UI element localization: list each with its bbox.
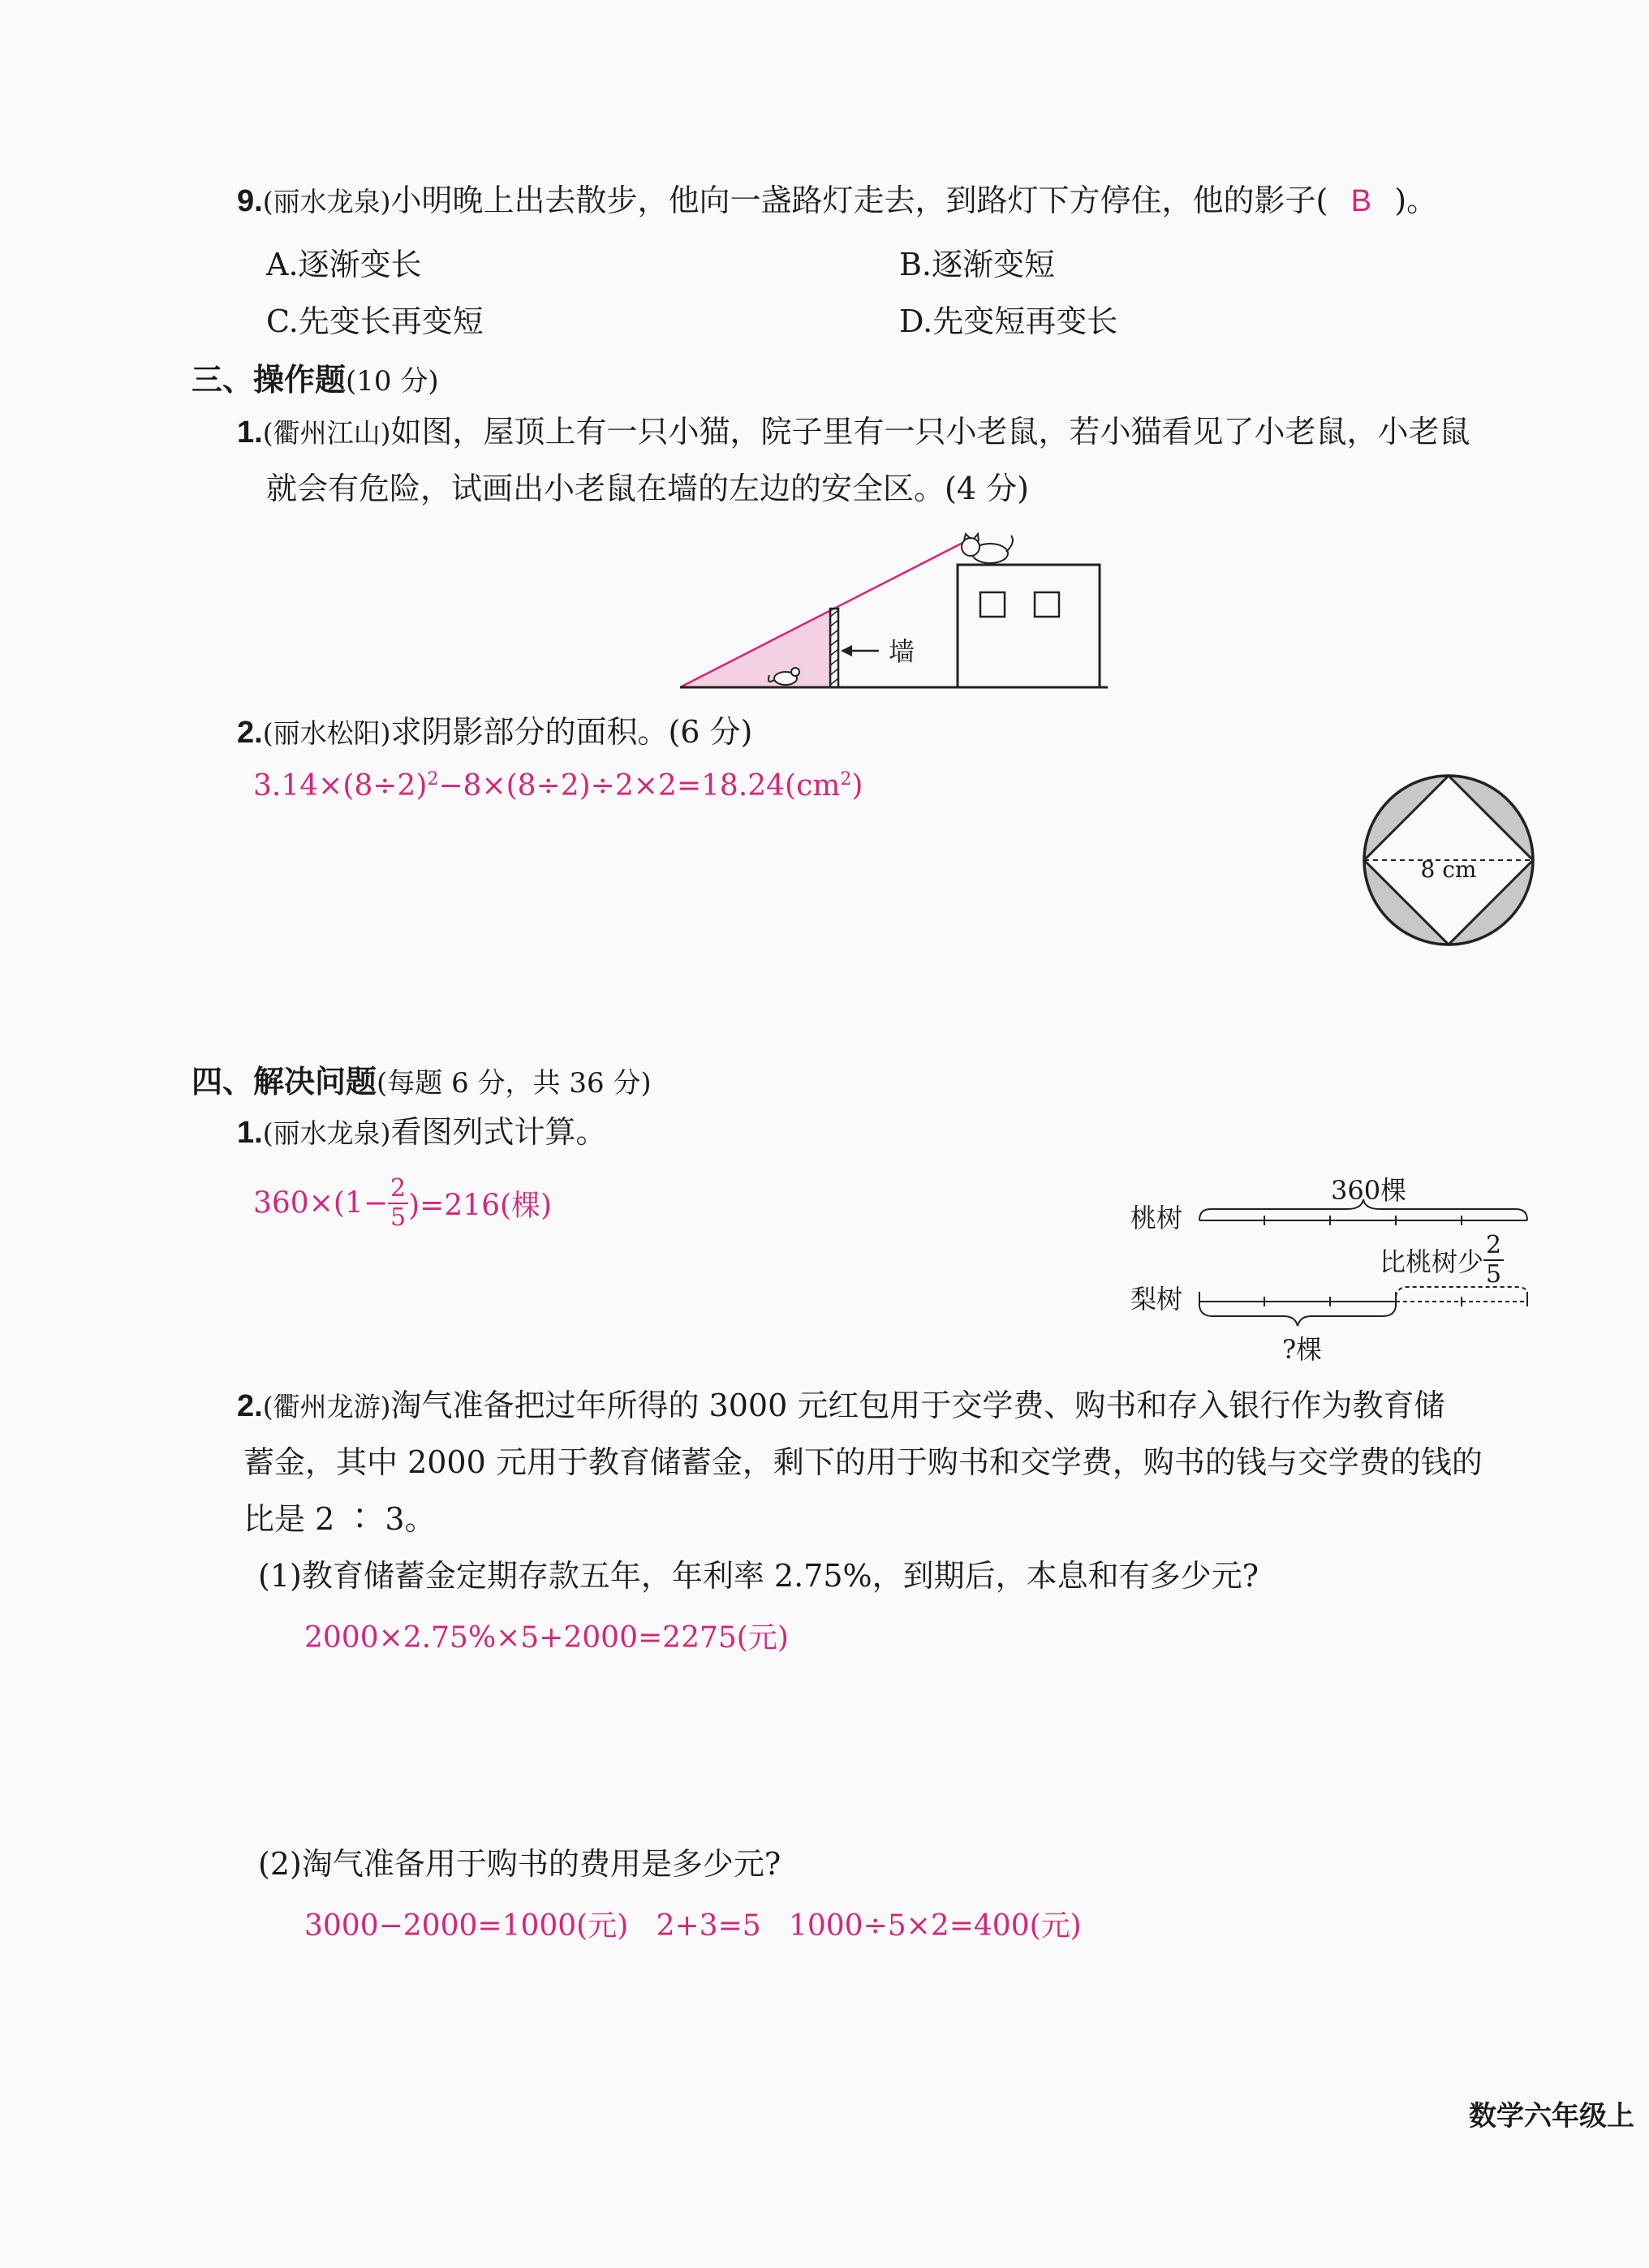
- section-note: (10 分): [346, 365, 439, 398]
- unknown-label: ?棵: [1282, 1334, 1323, 1365]
- question-number: 2.: [237, 1389, 263, 1423]
- s4-q2-sub2-answer: 3000−2000=1000(元) 2+3=5 1000÷5×2=400(元): [304, 1909, 1082, 1943]
- cat-wall-diagram: [665, 519, 1120, 698]
- house-window-right: [1035, 592, 1059, 617]
- answer-sup: 2: [840, 769, 852, 790]
- option-a: A.逐渐变长: [266, 247, 422, 282]
- answer-part: )=216(棵): [408, 1189, 553, 1223]
- fraction-denominator: 5: [1486, 1260, 1502, 1289]
- answer-fraction: [388, 1174, 408, 1232]
- section-title: 四、解决问题: [192, 1064, 377, 1100]
- s4-q2-sub1: (1)教育储蓄金定期存款五年，年利率 2.75%，到期后，本息和有多少元?: [258, 1558, 1259, 1594]
- s4-q2-sub2: (2)淘气准备用于购书的费用是多少元?: [258, 1846, 781, 1882]
- question-number: 1.: [237, 1116, 263, 1150]
- s4-q1-answer: [253, 1174, 553, 1232]
- s4-q1-line: [237, 1114, 606, 1152]
- question-text: 淘气准备把过年所得的 3000 元红包用于交学费、购书和存入银行作为教育储: [390, 1388, 1445, 1423]
- question-source: (衢州龙游): [262, 1391, 391, 1422]
- s4-q2-line2: 蓄金，其中 2000 元用于教育储蓄金，剩下的用于购书和交学费，购书的钱与交学费的钱的: [243, 1444, 1483, 1480]
- question-number: 1.: [237, 415, 263, 450]
- question-source: (丽水松阳): [262, 717, 391, 749]
- question-text: 看图列式计算。: [390, 1114, 607, 1150]
- option-c: C.先变长再变短: [266, 303, 484, 339]
- answer-part: −8×(8÷2)÷2×2=18.24(cm: [438, 769, 841, 803]
- circle-diagram: [1355, 767, 1542, 953]
- answer-blank: B: [1350, 184, 1371, 218]
- answer-sup: 2: [427, 769, 439, 790]
- question-source: (丽水龙泉): [262, 186, 391, 217]
- section-3-heading: [192, 355, 439, 399]
- wall-arrowhead: [841, 645, 852, 656]
- question-text: 小明晚上出去散步，他向一盏路灯走去，到路灯下方停住，他的影子(: [390, 183, 1328, 218]
- section-4-heading: [192, 1057, 652, 1101]
- page-footer: 数学六年级上: [1469, 2100, 1634, 2132]
- s4-q2-line1: [237, 1388, 1444, 1426]
- house: [958, 565, 1100, 687]
- less-brace: [1396, 1287, 1527, 1297]
- pear-brace: [1199, 1306, 1396, 1326]
- diameter-label: 8 cm: [1420, 856, 1477, 883]
- pear-ticks: [1199, 1292, 1396, 1306]
- s3-q2-line: [237, 714, 752, 752]
- q9-line: [237, 183, 1437, 221]
- section-title: 三、操作题: [192, 362, 347, 398]
- cat-icon: [962, 534, 1013, 563]
- question-number: 9.: [237, 184, 263, 218]
- answer-part: ): [851, 769, 863, 803]
- peach-brace: [1199, 1199, 1527, 1220]
- option-d: D.先变短再变长: [899, 303, 1118, 339]
- s3-q1-line1: [237, 414, 1470, 452]
- less-text: 比桃树少: [1380, 1246, 1484, 1277]
- question-text-end: )。: [1394, 183, 1438, 218]
- pear-label: 梨树: [1130, 1284, 1183, 1315]
- fraction-numerator: 2: [1483, 1233, 1504, 1261]
- bar-diagram: [1193, 1193, 1534, 1331]
- question-source: (丽水龙泉): [262, 1117, 391, 1149]
- question-text: 如图，屋顶上有一只小猫，院子里有一只小老鼠，若小猫看见了小老鼠，小老鼠: [390, 414, 1470, 450]
- peach-label: 桃树: [1130, 1203, 1183, 1233]
- s3-q2-answer: [253, 769, 863, 803]
- house-window-left: [980, 592, 1005, 617]
- question-source: (衢州江山): [262, 417, 391, 449]
- peach-total-label: 360棵: [1331, 1175, 1407, 1206]
- section-note: (每题 6 分，共 36 分): [377, 1067, 652, 1100]
- s4-q2-line3: 比是 2 ∶ 3。: [243, 1501, 436, 1537]
- s3-q1-line2: 就会有危险，试画出小老鼠在墙的左边的安全区。(4 分): [266, 471, 1029, 506]
- question-text: 求阴影部分的面积。(6 分): [390, 714, 753, 750]
- s4-q2-sub1-answer: 2000×2.75%×5+2000=2275(元): [304, 1621, 789, 1655]
- question-number: 2.: [237, 716, 263, 750]
- fraction-denominator: 5: [390, 1203, 407, 1232]
- fraction-numerator: 2: [388, 1177, 408, 1204]
- missing-ticks: [1462, 1292, 1527, 1306]
- option-b: B.逐渐变短: [899, 247, 1056, 282]
- answer-part: 3.14×(8÷2): [253, 769, 428, 803]
- wall-label: 墙: [889, 636, 915, 667]
- answer-part: 360×(1−: [253, 1186, 388, 1220]
